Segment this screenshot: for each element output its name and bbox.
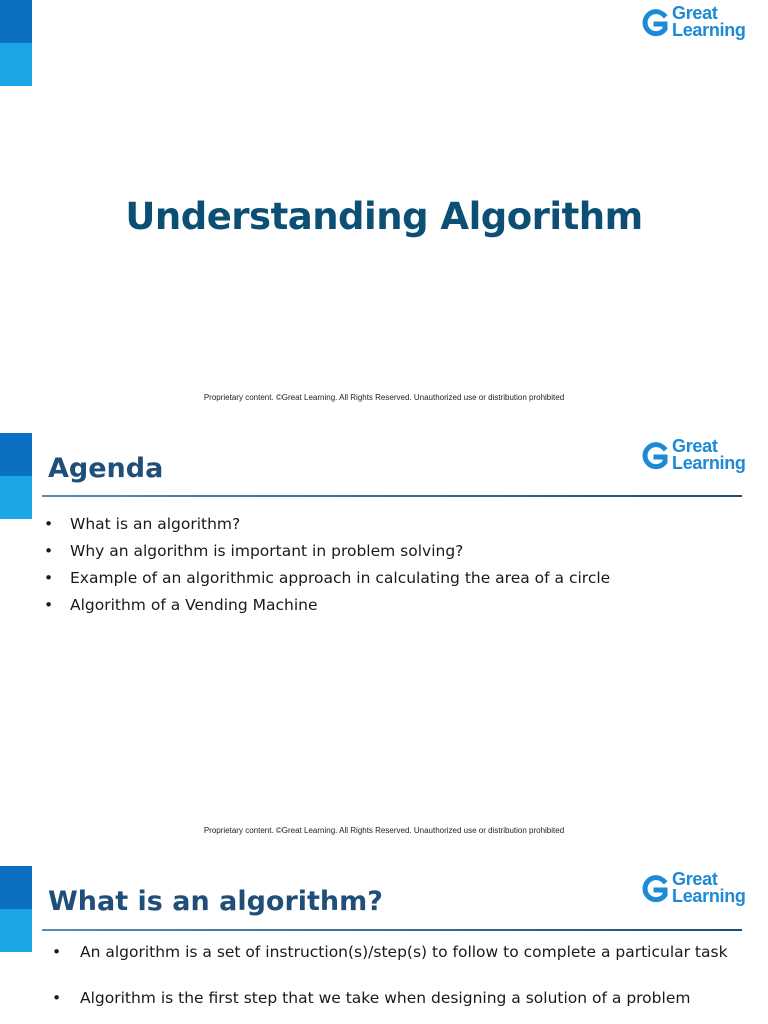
slide-title: [0, 0, 768, 432]
bullet-icon: •: [52, 989, 62, 1007]
great-learning-g-icon: [642, 440, 669, 472]
slide-accent-bar-bottom: [0, 909, 32, 952]
slide-accent-bar-top: [0, 433, 32, 476]
slide-heading: Agenda: [48, 453, 164, 484]
list-item-text: Example of an algorithmic approach in calculating the area of a circle: [70, 569, 611, 587]
bullet-icon: •: [52, 943, 62, 961]
list-item: [44, 515, 744, 542]
slide-heading: What is an algorithm?: [48, 886, 383, 917]
list-item-text: What is an algorithm?: [70, 515, 241, 533]
slide-accent-bar-bottom: [0, 43, 32, 86]
slide-accent-bar-top: [0, 0, 32, 43]
great-learning-logo: [642, 5, 754, 43]
list-item: [44, 596, 744, 623]
footer-copyright: Proprietary content. ©Great Learning. All Rights Reserved. Unauthorized use or distribution prohibited: [203, 393, 565, 402]
list-item-text: An algorithm is a set of instruction(s)/step(s) to follow to complete a particular task: [80, 943, 728, 961]
list-item-text: Algorithm is the first step that we take when designing a solution of a problem: [80, 989, 691, 1007]
list-item: [52, 943, 752, 989]
great-learning-g-icon: [642, 7, 669, 39]
list-item: [44, 569, 744, 596]
bullet-icon: •: [44, 596, 54, 614]
logo-text-great: Great: [672, 436, 718, 456]
bullet-icon: •: [44, 515, 54, 533]
great-learning-g-icon: [642, 873, 669, 905]
definition-list: [52, 943, 752, 1016]
slide-agenda: [0, 433, 768, 865]
slide-what-is-algorithm: [0, 866, 768, 1024]
logo-text-great: Great: [672, 3, 718, 23]
list-item: [52, 989, 752, 1016]
great-learning-logo: [642, 871, 754, 909]
bullet-icon: •: [44, 542, 54, 560]
list-item-text: Algorithm of a Vending Machine: [70, 596, 318, 614]
agenda-list: [44, 515, 744, 623]
list-item: [44, 542, 744, 569]
logo-text-great: Great: [672, 869, 718, 889]
bullet-icon: •: [44, 569, 54, 587]
footer-copyright: Proprietary content. ©Great Learning. All Rights Reserved. Unauthorized use or distribution prohibited: [203, 826, 565, 835]
logo-text-learning: Learning: [672, 886, 746, 906]
slide-accent-bar-top: [0, 866, 32, 909]
slide-accent-bar-bottom: [0, 476, 32, 519]
logo-text-learning: Learning: [672, 453, 746, 473]
heading-divider: [42, 495, 742, 497]
list-item-text: Why an algorithm is important in problem solving?: [70, 542, 464, 560]
great-learning-logo: [642, 438, 754, 476]
page-title: Understanding Algorithm: [125, 195, 643, 238]
heading-divider: [42, 929, 742, 931]
logo-text-learning: Learning: [672, 20, 746, 40]
